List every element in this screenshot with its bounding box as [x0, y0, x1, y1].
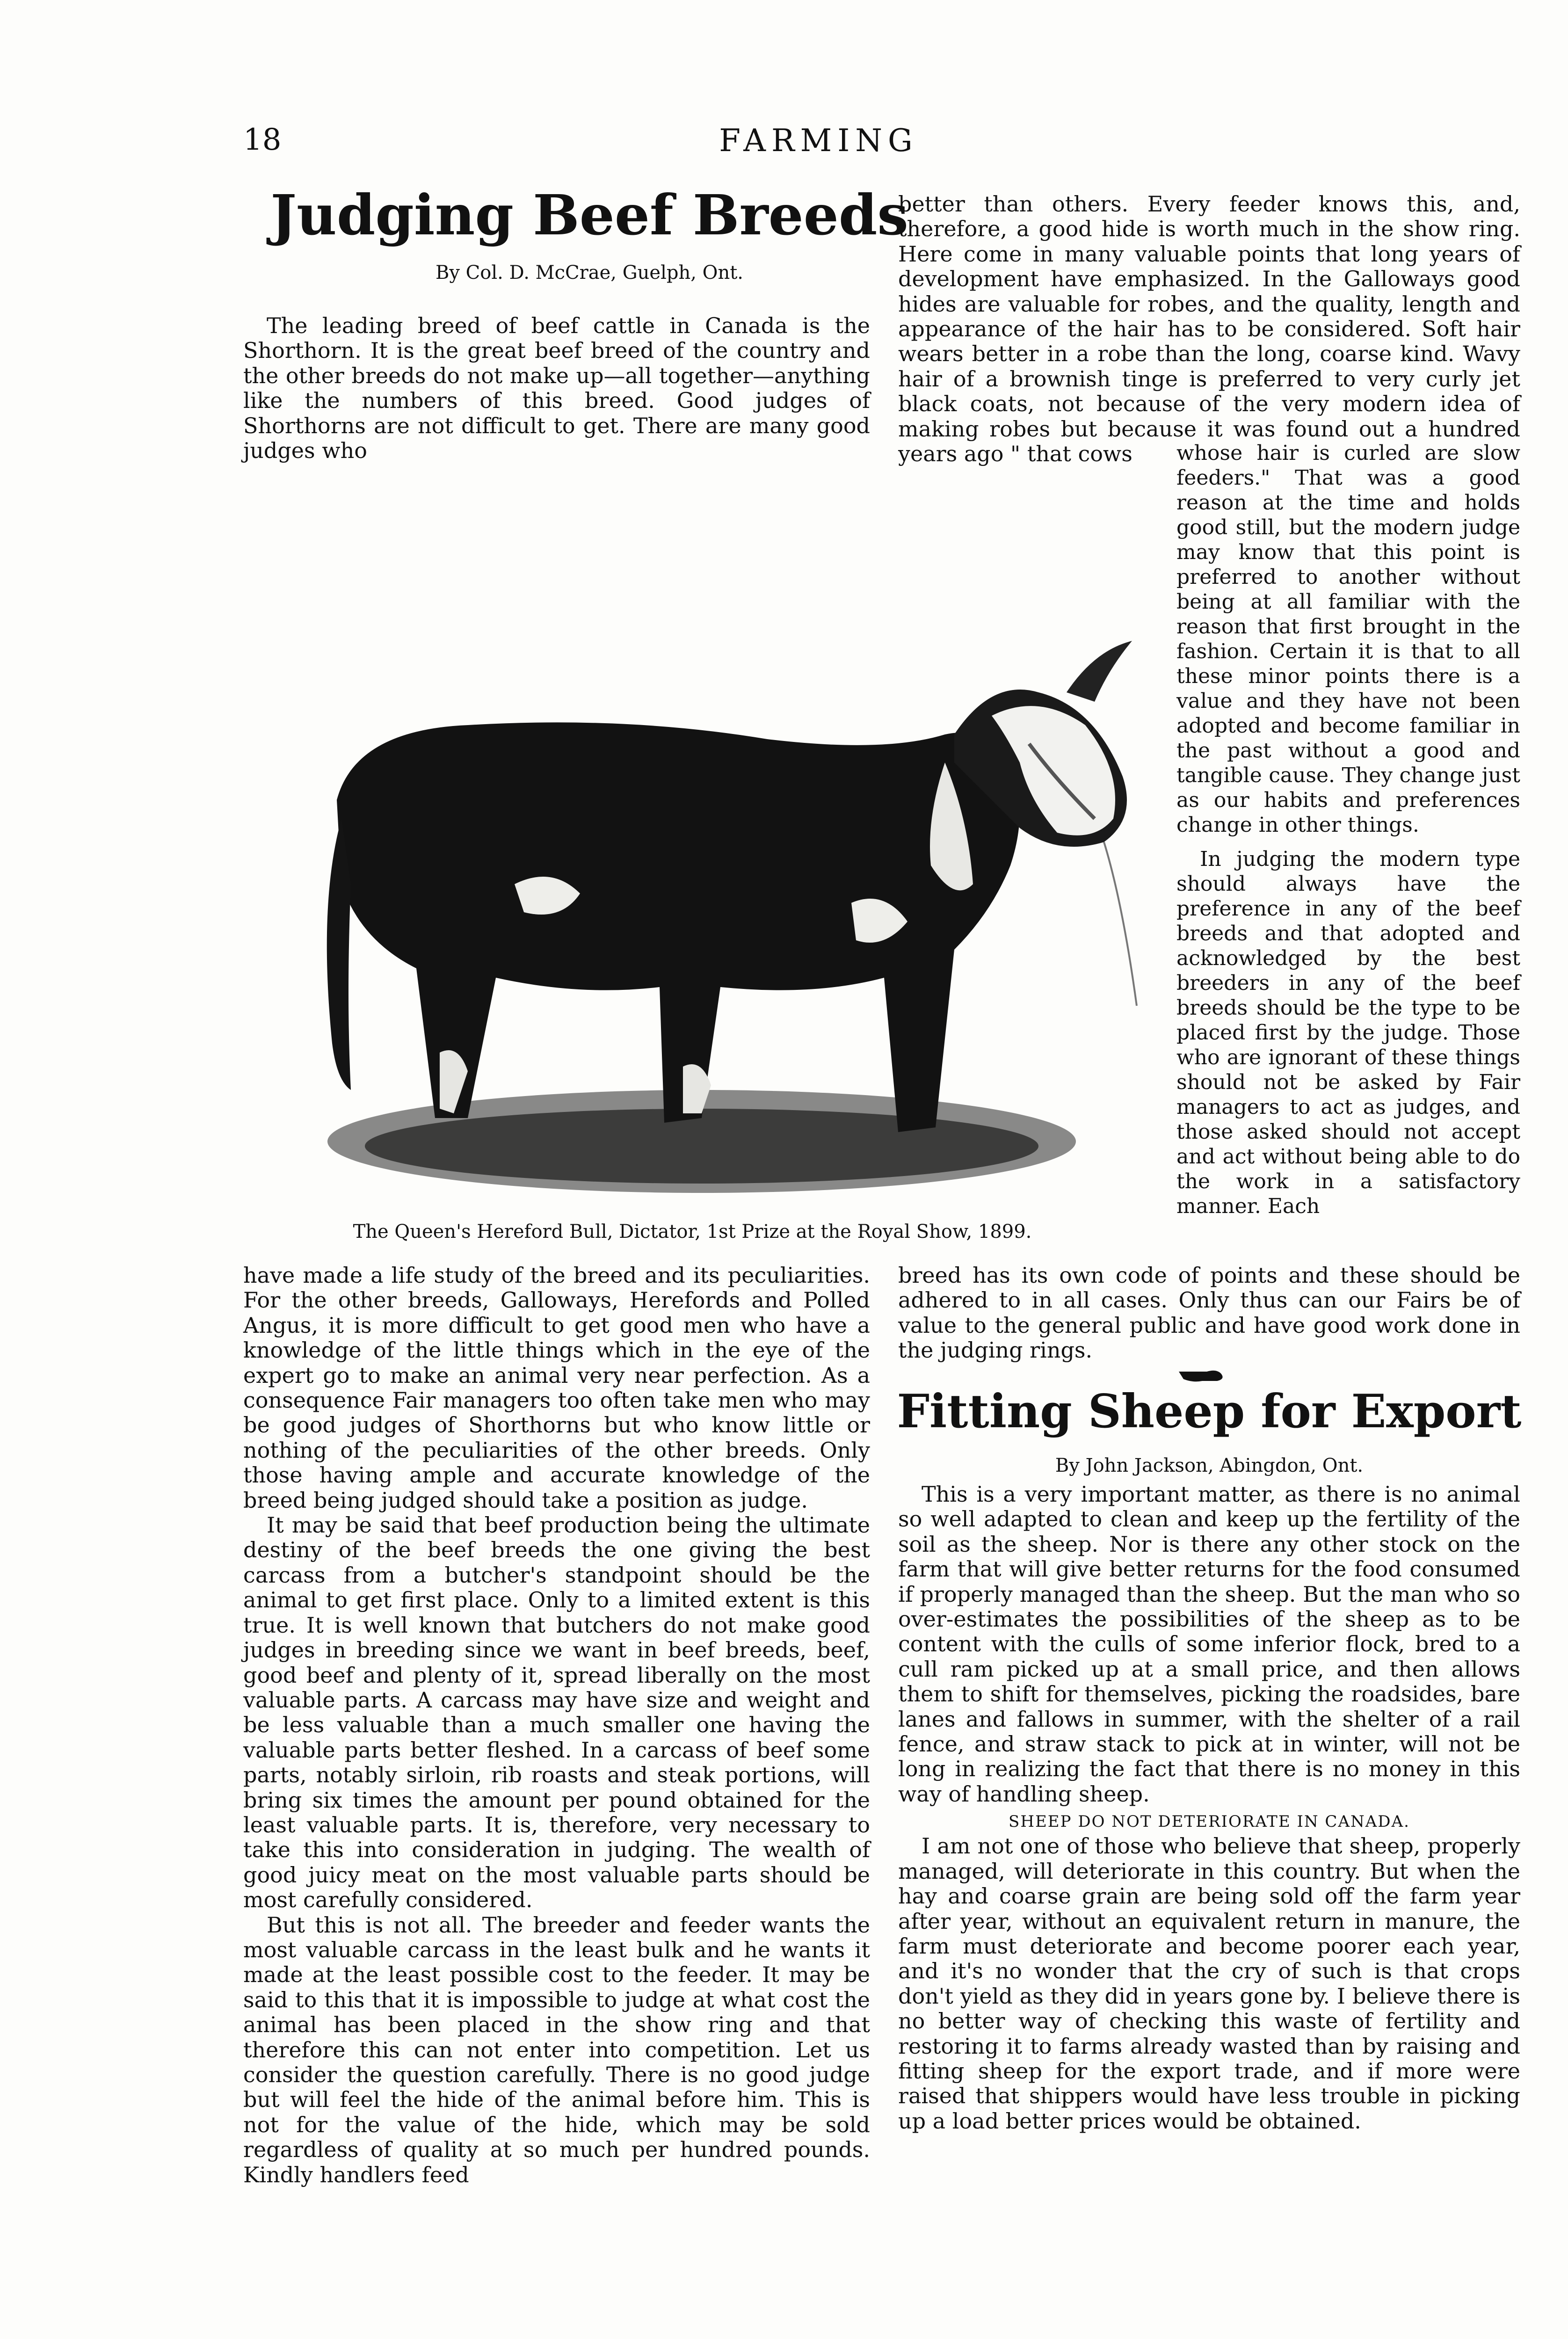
journal-title: FARMING: [719, 123, 918, 159]
paragraph: I am not one of those who believe that sheep, properly managed, will deteriorate in this country. But when the hay and coarse grain are being sold off the farm year after year, without an equivalent return in manure, the farm must deteriorate and become poorer each year, and it's no wonder that the cry of such is that crops don't yield as they did in years gone by. I believe there is no better way of checking this waste of fertility and restoring it to farms already wasted than by raising and fitting sheep for the export trade, and if more were raised that shippers would have less trouble in picking up a load better prices would be obtained.: [898, 1833, 1520, 2134]
figure-caption: The Queen's Hereford Bull, Dictator, 1st Prize at the Royal Show, 1899.: [353, 1221, 1032, 1242]
paragraph: This is a very important matter, as there is no animal so well adapted to clean and keep up the fertility of the soil as the sheep. Nor is there any other stock on the farm that will give better returns for the food consumed if properly managed than the sheep. But the man who so over-estimates the possibilities of the sheep as to be content with the culls of some inferior flock, bred to a cull ram picked up at a small price, and then allows them to shift for themselves, picking the roadsides, bare lanes and fallows in summer, with the shelter of a rail fence, and straw stack to pick at in winter, will not be long in realizing the fact that there is no money in this way of handling sheep.: [898, 1482, 1520, 1807]
paragraph: The leading breed of beef cattle in Canada is the Shorthorn. It is the great beef breed of the country and the other breeds do not make up—all together—anything like the numbers of this breed. Good judges of Shorthorns are not difficult to get. There are many good judges who: [243, 313, 870, 464]
article1-wrap-column: [1176, 441, 1520, 1219]
paragraph: It may be said that beef production being the ultimate destiny of the beef breeds the one giving the best carcass from a butcher's standpoint should be the animal to get first place. Only to a limited extent is this true. It is well known that butchers do not make good judges in breeding since we want in beef breeds, beef, good beef and plenty of it, spread liberally on the most valuable parts. A carcass may have size and weight and be less valuable than a much smaller one having the valuable parts better fleshed. In a carcass of beef some parts, notably sirloin, rib roasts and steak portions, will bring six times the amount per pound obtained for the least valuable parts. It is, therefore, very necessary to take this into consideration in judging. The wealth of good juicy meat on the most valuable parts should be most carefully considered.: [243, 1512, 870, 1913]
paragraph: But this is not all. The breeder and feeder wants the most valuable carcass in the least bulk and he wants it made at the least possible cost to the feeder. It may be said to this that it is impossible to judge at what cost the animal has been placed in the show ring and that therefore this can not enter into competition. Let us consider the question carefully. There is no good judge but will feel the hide of the animal before him. This is not for the value of the hide, which may be sold regardless of quality at so much per hundred pounds. Kindly handlers feed: [243, 1912, 870, 2187]
page-number: 18: [243, 123, 282, 157]
paragraph: have made a life study of the breed and its peculiarities. For the other breeds, Galloways, Herefords and Polled Angus, it is more difficult to get good men who have a knowledge of the little things which in the eye of the expert go to make an animal very near perfection. As a consequence Fair managers too often take men who may be good judges of Shorthorns but who know little or nothing of the peculiarities of the other breeds. Only those having ample and accurate knowledge of the breed being judged should take a position as judge.: [243, 1263, 870, 1513]
paragraph: whose hair is curled are slow feeders." That was a good reason at the time and holds good still, but the modern judge may know that this point is preferred to another without being at all familiar with the reason that first brought in the fashion. Certain it is that to all these minor points there is a value and they have not been adopted and become familiar in the past without a good and tangible cause. They change just as our habits and preferences change in other things.: [1176, 441, 1520, 837]
article-title-fitting-sheep: Fitting Sheep for Export: [897, 1385, 1522, 1438]
article-byline-mccrae: By Col. D. McCrae, Guelph, Ont.: [435, 262, 744, 283]
paragraph: breed has its own code of points and these should be adhered to in all cases. Only thus can our Fairs be of value to the general public and have good work done in the judging rings.: [898, 1263, 1520, 1363]
hereford-bull-illustration: [299, 622, 1155, 1212]
paragraph: better than others. Every feeder knows this, and, therefore, a good hide is worth much in the show ring. Here come in many valuable points that long years of development have emphasized. In the Galloways good hides are valuable for robes, and the quality, length and appearance of the hair has to be considered. Soft hair wears better in a robe than the long, coarse kind. Wavy hair of a brownish tinge is preferred to very curly jet black coats, not because of the very modern idea of making robes but because it was found out a hundred years ago " that cows: [898, 191, 1520, 467]
article1-right-column-top: [898, 192, 1520, 466]
article1-right-column-end: [898, 1263, 1520, 1363]
article-title-judging-beef-breeds: Judging Beef Breeds: [270, 182, 908, 247]
section-subheading: SHEEP DO NOT DETERIORATE IN CANADA.: [1009, 1812, 1410, 1831]
pointing-hand-ornament-icon: [1174, 1362, 1230, 1386]
article1-left-column-bottom: [243, 1263, 870, 2187]
article2-body: [898, 1482, 1520, 2134]
paragraph: In judging the modern type should always have the preference in any of the beef breeds and that adopted and acknowledged by the best breeders in any of the beef breeds should be the type to be placed first by the judge. Those who are ignorant of these things should not be asked by Fair managers to act as judges, and those asked should not accept and act without being able to do the work in a satisfactory manner. Each: [1176, 847, 1520, 1218]
article1-left-column-top: [243, 313, 870, 463]
running-head: [0, 123, 1568, 165]
article-byline-jackson: By John Jackson, Abingdon, Ont.: [1055, 1455, 1364, 1476]
